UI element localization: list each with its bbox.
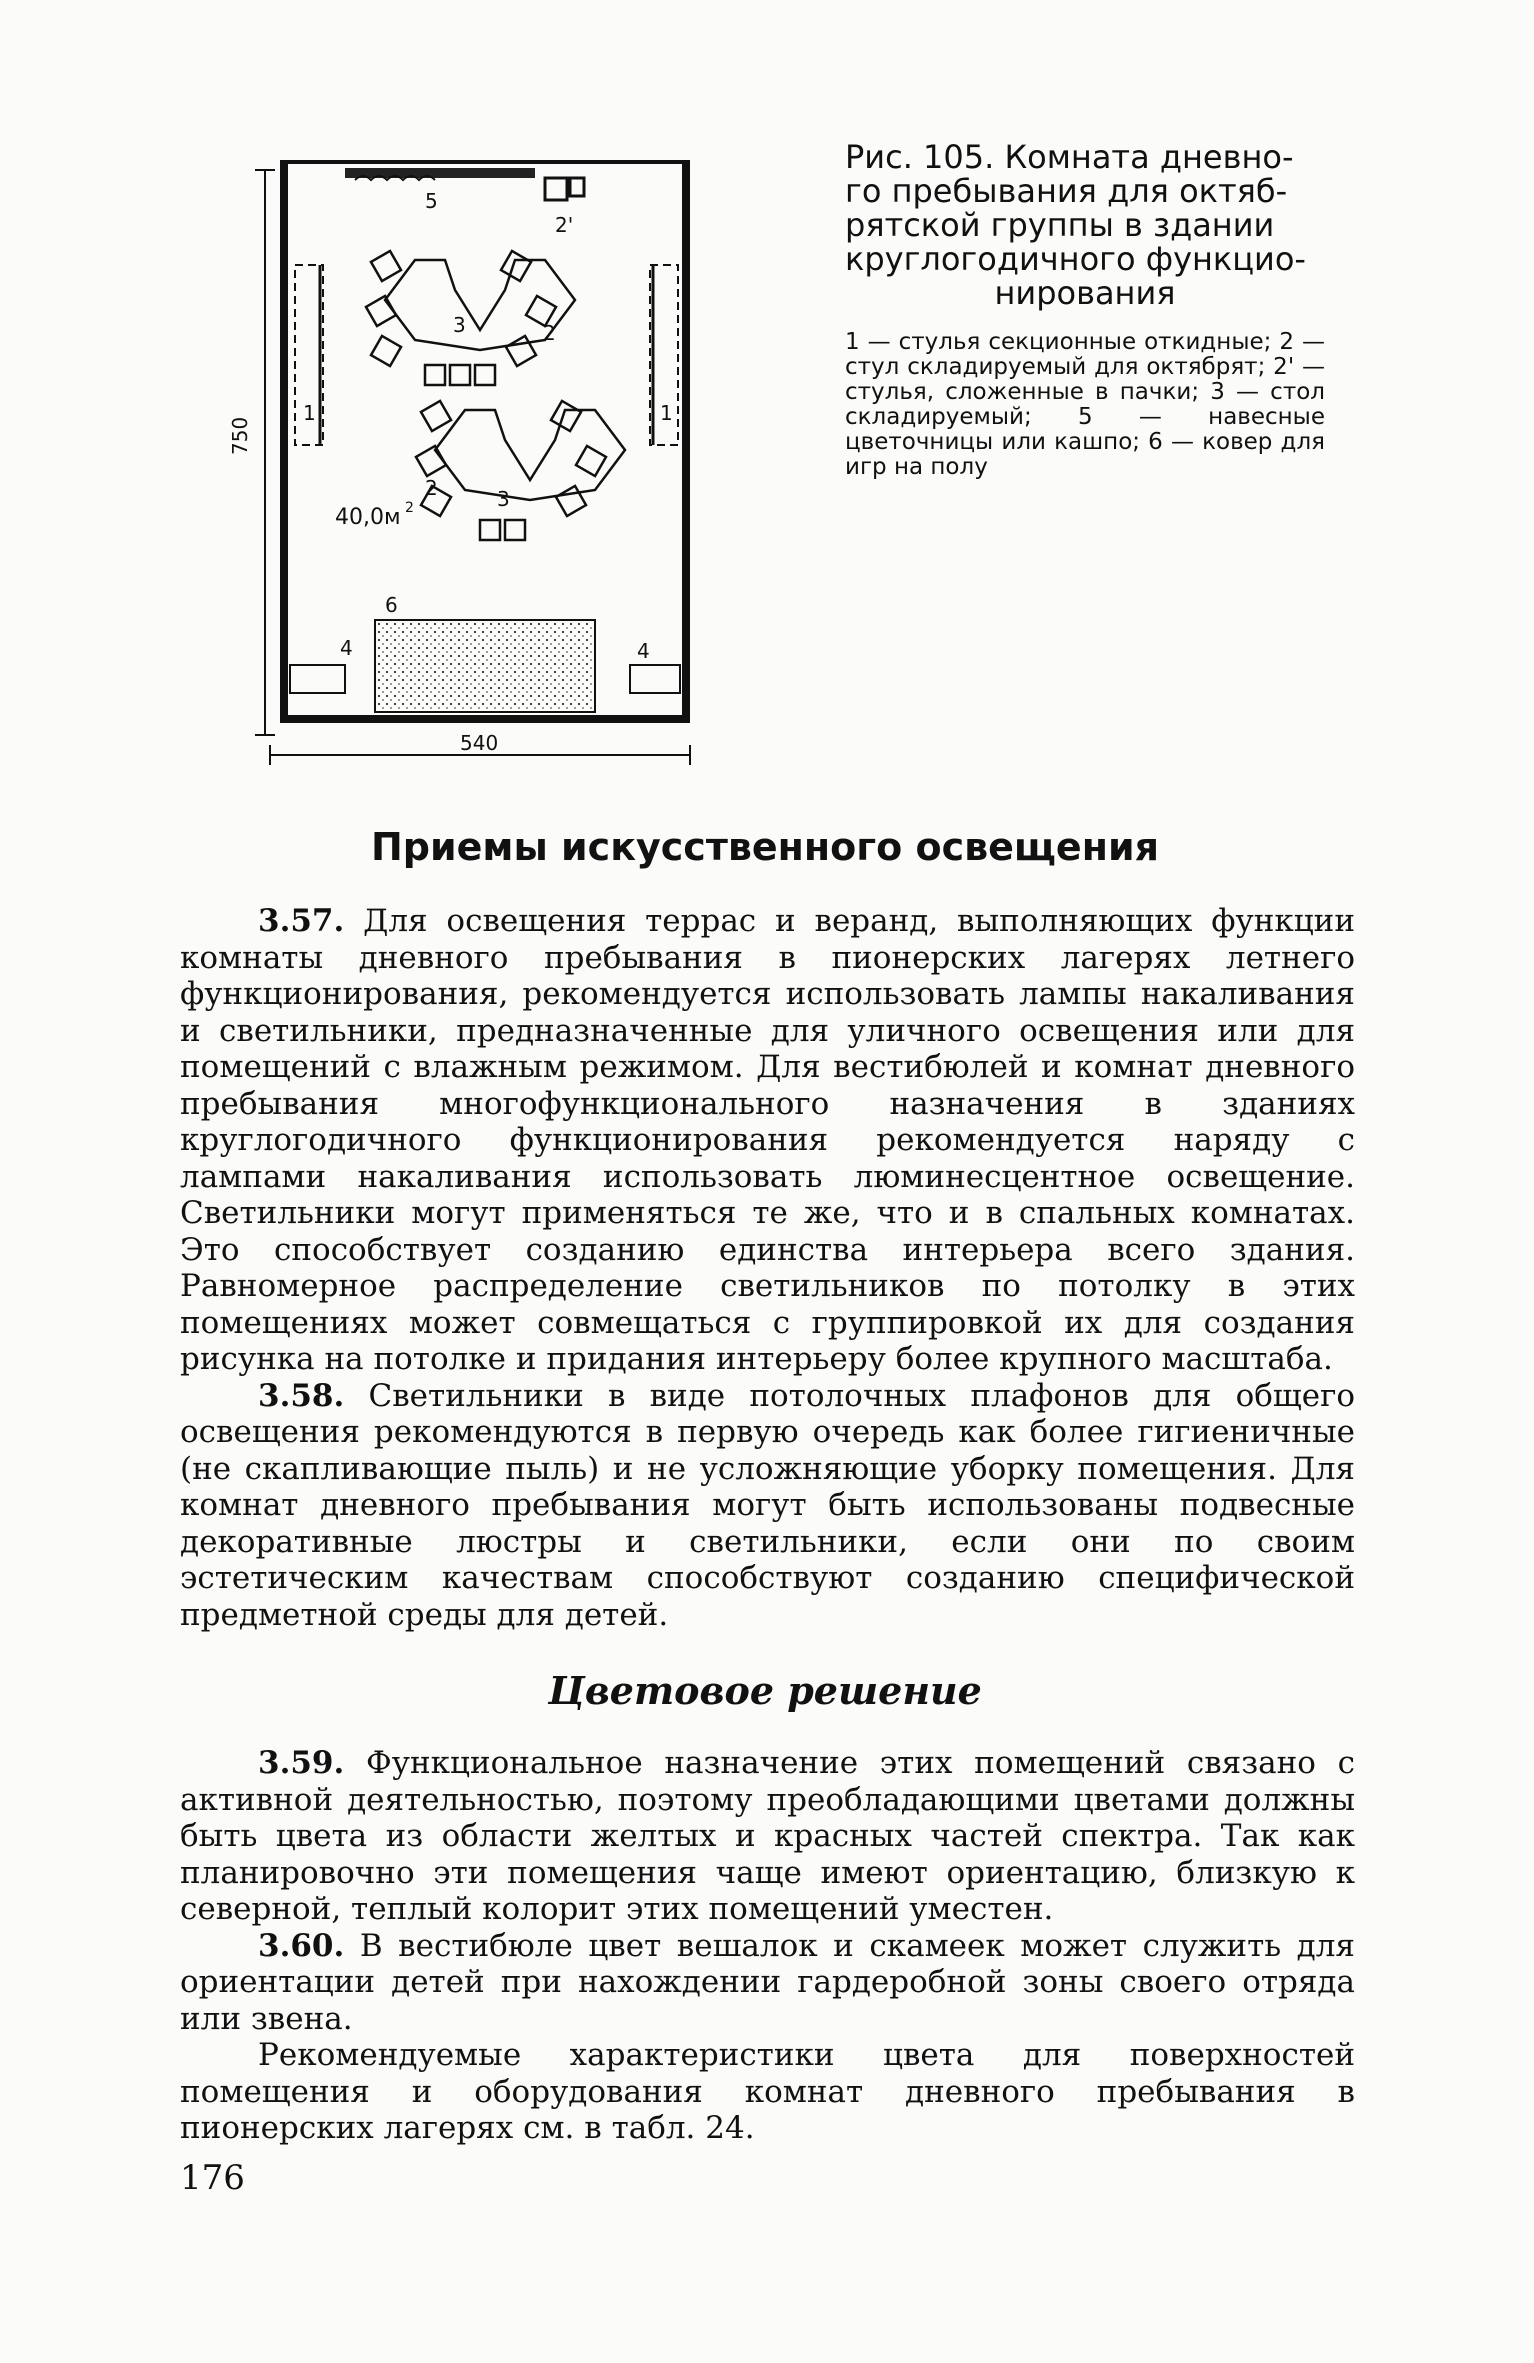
width-dimension-label: 540 bbox=[460, 731, 499, 755]
paragraph-text: Функциональное назначение этих помещений связано с активной деятельностью, поэтому преобладающими цветами должны быть цвета из области желтых и красных частей спектра. Так как планировочно эти помещения чаще имеют ориентацию, близкую к северной, теплый колорит этих помещений уместен. bbox=[180, 1745, 1355, 1927]
label-1-left: 1 bbox=[303, 401, 316, 425]
label-5: 5 bbox=[425, 189, 438, 213]
section-lighting-body bbox=[180, 903, 1355, 1633]
caption-title-line-1: Рис. 105. Комната дневно- bbox=[845, 138, 1294, 176]
paragraph-text: В вестибюле цвет вешалок и скамеек может служить для ориентации детей при нахождении гардеробной зоны своего отряда или звена. bbox=[180, 1927, 1355, 2037]
left-sectional-chairs bbox=[295, 265, 323, 445]
paragraph-text: Светильники в виде потолочных плафонов для общего освещения рекомендуются в первую очередь как более гигиеничные (не скапливающие пыль) и не усложняющие уборку помещения. Для комнат дневного пребывания могут быть использованы подвесные декоративные люстры и светильники, если они по своим эстетическим качествам способствуют созданию специфической предметной среды для детей. bbox=[180, 1377, 1356, 1633]
caption-legend: 1 — стулья секционные откидные; 2 — стул складируемый для октябрят; 2' — стулья, сложенные в пачки; 3 — стол складируемый; 5 — навесные цветочницы или кашпо; 6 — ковер для игр на полу bbox=[845, 329, 1325, 480]
paragraph-text: Для освещения террас и веранд, выполняющих функции комнаты дневного пребывания в пионерских лагерях летнего функционирования, рекомендуется использовать лампы накаливания и светильники, предназначенные для уличного освещения или для помещений с влажным режимом. Для вестибюлей и комнат дневного пребывания многофункционального назначения в зданиях круглогодичного функционирования рекомендуется наряду с лампами накаливания использовать люминесцентное освещение. Светильники могут применяться те же, что и в спальных комнатах. Это способствует созданию единства интерьера всего здания. Равномерное распределение светильников по потолку в этих помещениях может совмещаться с группировкой их для создания рисунка на потолке и придания интерьеру более крупного масштаба. bbox=[180, 903, 1355, 1377]
bench-right bbox=[630, 665, 680, 693]
label-3-bottom: 3 bbox=[497, 487, 510, 511]
caption-title-line-4: круглогодичного функцио- bbox=[845, 240, 1306, 278]
hanging-planters bbox=[345, 168, 584, 237]
section-heading-color: Цветовое решение bbox=[548, 1668, 982, 1713]
paragraph-number: 3.58. bbox=[258, 1377, 345, 1414]
floor-plan-drawing bbox=[225, 150, 745, 775]
label-2-prime: 2' bbox=[555, 213, 574, 237]
paragraph-number: 3.60. bbox=[258, 1927, 345, 1964]
label-6: 6 bbox=[385, 593, 398, 617]
area-superscript: 2 bbox=[405, 500, 414, 516]
section-heading-lighting: Приемы искусственного освещения bbox=[371, 825, 1159, 869]
paragraph-3-60 bbox=[180, 1928, 1355, 2038]
figure-caption bbox=[845, 140, 1325, 480]
label-1-right: 1 bbox=[660, 401, 673, 425]
paragraph-recommendations: Рекомендуемые характеристики цвета для поверхностей помещения и оборудования комнат дневного пребывания в пионерских лагерях см. в табл. 24. bbox=[180, 2037, 1355, 2146]
label-2-top: 2 bbox=[543, 321, 556, 345]
label-4-left: 4 bbox=[340, 636, 353, 660]
paragraph-number: 3.59. bbox=[258, 1745, 345, 1781]
caption-title-line-2: го пребывания для октяб- bbox=[845, 172, 1288, 210]
height-dimension-label: 750 bbox=[228, 416, 252, 455]
paragraph-3-59 bbox=[180, 1745, 1355, 1928]
caption-title-line-3: рятской группы в здании bbox=[845, 206, 1275, 244]
label-4-right: 4 bbox=[637, 639, 650, 663]
label-2-mid: 2 bbox=[425, 476, 438, 500]
paragraph-number: 3.57. bbox=[258, 903, 345, 939]
paragraph-3-58 bbox=[180, 1378, 1355, 1634]
floor-plan-figure bbox=[225, 150, 745, 775]
section-color-body bbox=[180, 1745, 1355, 2147]
caption-title-line-5: нирования bbox=[994, 274, 1176, 312]
label-3-top: 3 bbox=[453, 313, 466, 337]
play-carpet bbox=[375, 620, 595, 712]
caption-title bbox=[845, 140, 1325, 310]
table-group-top bbox=[366, 251, 575, 385]
area-label: 40,0м bbox=[335, 505, 401, 530]
paragraph-3-57 bbox=[180, 903, 1355, 1378]
bench-left bbox=[290, 665, 345, 693]
page-number: 176 bbox=[180, 2158, 245, 2198]
right-sectional-chairs bbox=[650, 265, 678, 445]
table-group-bottom bbox=[416, 401, 625, 540]
